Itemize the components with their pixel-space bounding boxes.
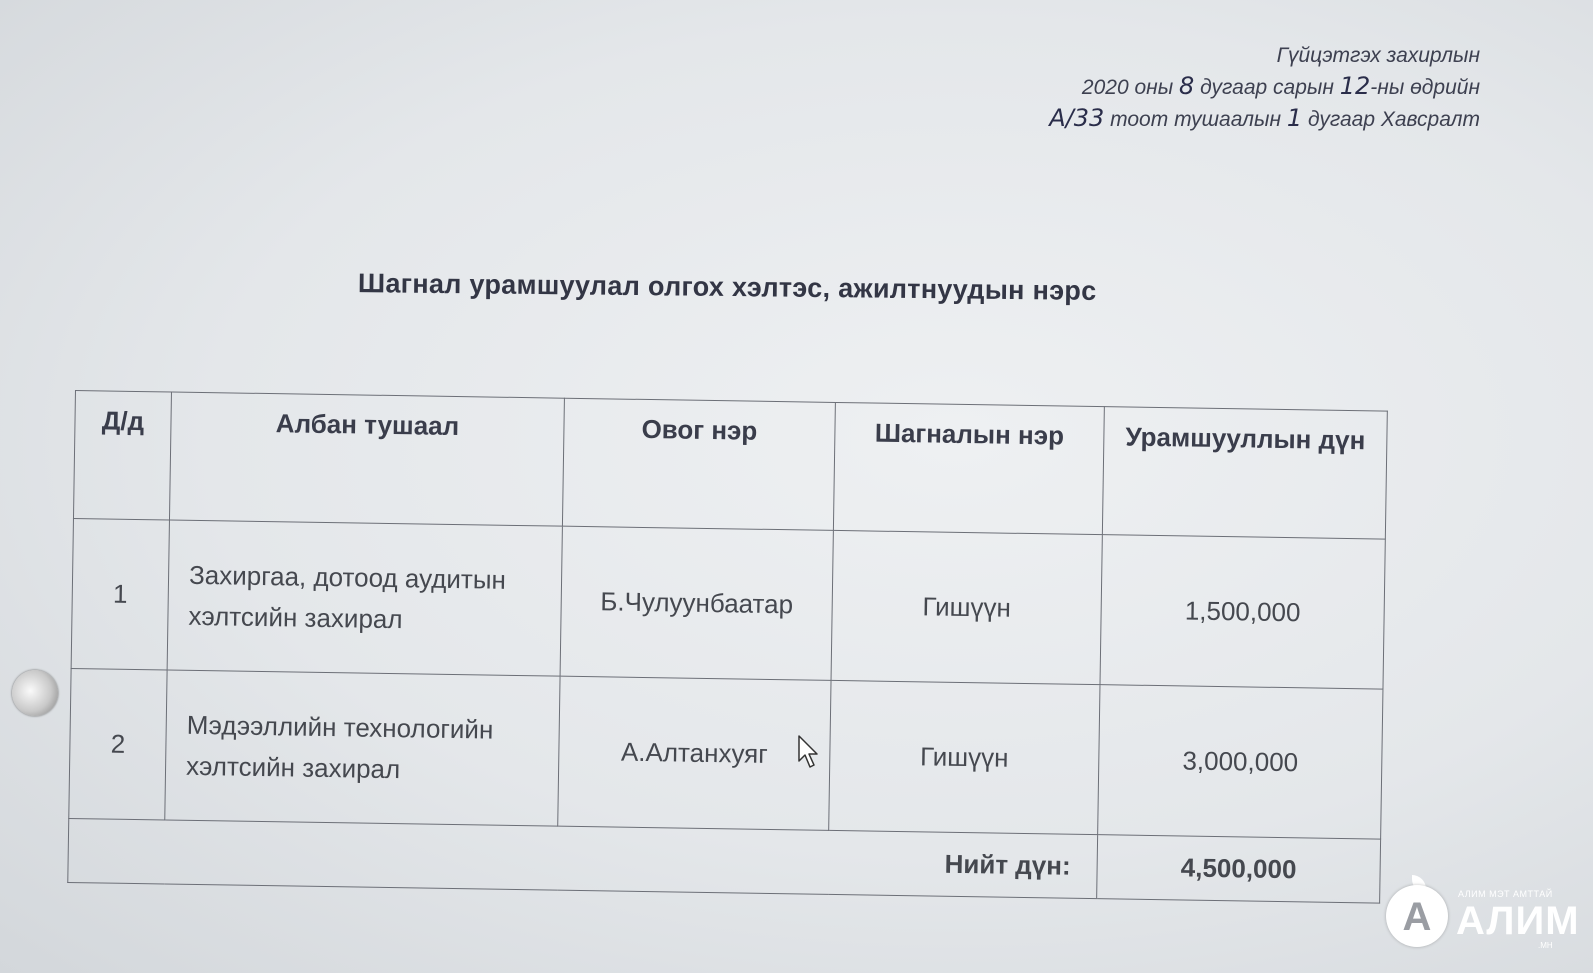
cell-no: 1	[71, 518, 169, 669]
watermark-brand: АЛИМ	[1456, 899, 1580, 943]
header-position: Албан тушаал	[169, 392, 564, 526]
cell-amount: 3,000,000	[1098, 685, 1383, 839]
header-ony: оны	[1134, 76, 1174, 99]
table-row	[69, 668, 1383, 839]
mouse-cursor-icon	[797, 735, 819, 769]
header-amount: Урамшууллын дүн	[1102, 407, 1387, 539]
document-title: Шагнал урамшуулал олгох хэлтэс, ажилтнуудын нэрс	[357, 268, 1097, 306]
award-table-wrapper	[67, 390, 1388, 904]
table-row	[71, 518, 1385, 689]
cell-no: 2	[69, 668, 167, 819]
cell-award: Гишүүн	[829, 680, 1100, 834]
award-table	[67, 390, 1388, 904]
cell-name: А.Алтанхуяг	[558, 676, 831, 830]
cell-position: Захиргаа, дотоод аудитын хэлтсийн захирал	[167, 520, 562, 676]
header-no: Д/д	[73, 391, 171, 520]
header-year: 2020	[1081, 76, 1129, 99]
header-name: Овог нэр	[562, 398, 835, 530]
cell-position: Мэдээллийн технологийн хэлтсийн захирал	[165, 670, 560, 826]
header-line-1: Гүйцэтгэх захирлын	[1276, 44, 1480, 67]
bullet-dot-icon	[12, 670, 58, 716]
handwritten-month: 8	[1179, 72, 1195, 100]
total-value: 4,500,000	[1097, 835, 1381, 903]
header-line-2	[960, 71, 1480, 103]
header-day-suffix: -ны өдрийн	[1370, 76, 1480, 99]
annex-header	[960, 40, 1480, 135]
watermark-letter: А	[1386, 885, 1448, 947]
watermark-tagline: АЛИМ МЭТ АМТТАЙ	[1458, 889, 1553, 899]
total-label: Нийт дүн:	[828, 830, 1098, 898]
handwritten-annex-number: 1	[1286, 104, 1303, 132]
table-header-row	[73, 391, 1387, 540]
alim-watermark	[1386, 875, 1580, 955]
header-line-3	[960, 103, 1480, 135]
handwritten-order-number: А/33	[1049, 104, 1105, 132]
cell-name: Б.Чулуунбаатар	[560, 526, 833, 680]
cell-amount: 1,500,000	[1100, 535, 1385, 689]
header-award: Шагналын нэр	[833, 402, 1104, 534]
header-order-text: тоот тушаалын	[1110, 108, 1282, 131]
header-annex-text: дугаар Хавсралт	[1307, 108, 1480, 131]
cell-award: Гишүүн	[831, 530, 1102, 684]
total-blank	[68, 818, 829, 894]
watermark-domain: .МН	[1538, 941, 1553, 950]
header-month-suffix: дугаар сарын	[1200, 76, 1334, 99]
handwritten-day: 12	[1339, 72, 1371, 100]
